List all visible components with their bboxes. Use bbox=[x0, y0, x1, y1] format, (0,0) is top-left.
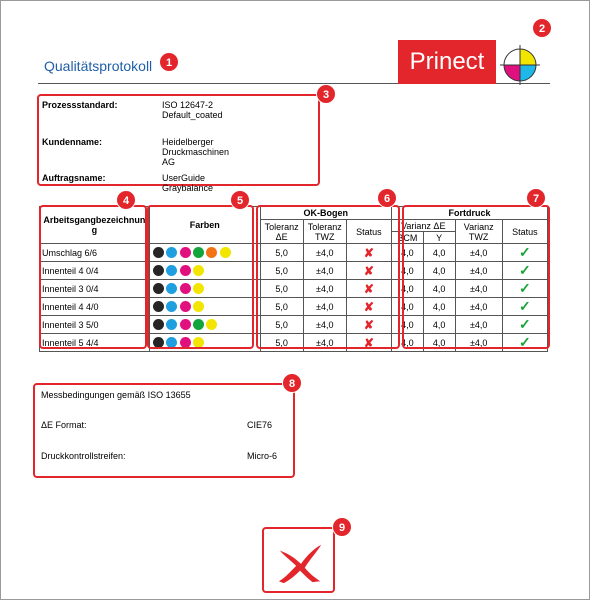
check-icon: ✓ bbox=[519, 244, 531, 260]
ok-tol-twz-cell: ±4,0 bbox=[303, 298, 346, 316]
ok-tol-twz-cell: ±4,0 bbox=[303, 262, 346, 280]
fd-y-cell: 4,0 bbox=[423, 298, 455, 316]
job-cell: Innenteil 4 4/0 bbox=[40, 298, 150, 316]
check-icon: ✓ bbox=[519, 262, 531, 278]
ok-tol-de-cell: 5,0 bbox=[260, 262, 303, 280]
ok-tol-de-cell: 5,0 bbox=[260, 334, 303, 352]
fd-var-twz-cell: ±4,0 bbox=[455, 334, 502, 352]
badge-2: 2 bbox=[532, 18, 552, 38]
de-format-value: CIE76 bbox=[247, 420, 273, 430]
check-icon: ✓ bbox=[519, 280, 531, 296]
fd-y-cell: 4,0 bbox=[423, 262, 455, 280]
fd-bcm-cell: 4,0 bbox=[391, 334, 423, 352]
job-cell: Umschlag 6/6 bbox=[40, 244, 150, 262]
ok-status-header: Status bbox=[346, 220, 391, 244]
customer-value: Heidelberger Druckmaschinen AG bbox=[162, 137, 230, 167]
fd-var-twz-header: Varianz TWZ bbox=[455, 220, 502, 244]
fd-var-twz-cell: ±4,0 bbox=[455, 298, 502, 316]
fd-var-twz-cell: ±4,0 bbox=[455, 280, 502, 298]
fd-bcm-cell: 4,0 bbox=[391, 298, 423, 316]
check-icon: ✓ bbox=[519, 334, 531, 350]
control-strip-label: Druckkontrollstreifen: bbox=[41, 451, 126, 461]
fortdruck-group-box bbox=[402, 205, 550, 349]
fd-var-twz-cell: ±4,0 bbox=[455, 244, 502, 262]
ok-group-box bbox=[256, 205, 400, 349]
ok-tol-de-cell: 5,0 bbox=[260, 298, 303, 316]
de-format-label: ΔE Format: bbox=[41, 420, 87, 430]
overall-fail-icon bbox=[276, 540, 324, 584]
fd-y-cell: 4,0 bbox=[423, 244, 455, 262]
fd-bcm-cell: 4,0 bbox=[391, 316, 423, 334]
fail-icon: ✘ bbox=[363, 335, 374, 350]
fail-icon: ✘ bbox=[363, 317, 374, 332]
fail-icon: ✘ bbox=[363, 299, 374, 314]
ok-tol-de-header: Toleranz ΔE bbox=[260, 220, 303, 244]
colors-column-label: Farben bbox=[189, 220, 220, 230]
job-value: UserGuide Graybalance bbox=[162, 173, 214, 193]
control-strip-value: Micro-6 bbox=[247, 451, 278, 461]
process-value: ISO 12647-2 Default_coated bbox=[162, 100, 223, 120]
fd-var-twz-cell: ±4,0 bbox=[455, 316, 502, 334]
badge-4: 4 bbox=[116, 190, 136, 210]
badge-8: 8 bbox=[282, 373, 302, 393]
badge-7: 7 bbox=[526, 188, 546, 208]
fd-bcm-cell: 4,0 bbox=[391, 244, 423, 262]
fd-var-de-header: Varianz ΔE bbox=[391, 220, 455, 232]
ok-tol-twz-cell: ±4,0 bbox=[303, 334, 346, 352]
process-label: Prozessstandard: bbox=[42, 100, 118, 110]
ok-tol-twz-cell: ±4,0 bbox=[303, 316, 346, 334]
fd-y-cell: 4,0 bbox=[423, 316, 455, 334]
ok-tol-twz-cell: ±4,0 bbox=[303, 280, 346, 298]
fail-icon: ✘ bbox=[363, 245, 374, 260]
job-label: Auftragsname: bbox=[42, 173, 106, 183]
badge-9: 9 bbox=[332, 517, 352, 537]
ok-tol-de-cell: 5,0 bbox=[260, 316, 303, 334]
registration-mark-icon bbox=[500, 45, 540, 85]
ok-group-header: OK-Bogen bbox=[260, 207, 391, 220]
prinect-logo: Prinect bbox=[398, 40, 496, 84]
fd-bcm-cell: 4,0 bbox=[391, 280, 423, 298]
fd-status-header: Status bbox=[502, 220, 547, 244]
fail-icon: ✘ bbox=[363, 263, 374, 278]
fd-var-twz-cell: ±4,0 bbox=[455, 262, 502, 280]
check-icon: ✓ bbox=[519, 316, 531, 332]
check-icon: ✓ bbox=[519, 298, 531, 314]
job-column-box bbox=[39, 205, 147, 349]
fd-y-cell: 4,0 bbox=[423, 334, 455, 352]
page-title: Qualitätsprotokoll bbox=[44, 58, 153, 74]
job-column-label: Arbeitsgangbezeichnung bbox=[43, 215, 146, 235]
badge-6: 6 bbox=[377, 188, 397, 208]
fd-y-cell: 4,0 bbox=[423, 280, 455, 298]
badge-3: 3 bbox=[316, 84, 336, 104]
fail-icon: ✘ bbox=[363, 281, 374, 296]
job-cell: Innenteil 5 4/4 bbox=[40, 334, 150, 352]
fd-bcm-cell: 4,0 bbox=[391, 262, 423, 280]
ok-tol-de-cell: 5,0 bbox=[260, 244, 303, 262]
fortdruck-group-header: Fortdruck bbox=[391, 207, 547, 220]
customer-label: Kundenname: bbox=[42, 137, 103, 147]
badge-1: 1 bbox=[159, 52, 179, 72]
badge-5: 5 bbox=[230, 190, 250, 210]
colors-column-box bbox=[147, 205, 254, 349]
fd-bcm-header: BCM bbox=[391, 232, 423, 244]
ok-tol-twz-cell: ±4,0 bbox=[303, 244, 346, 262]
fd-y-header: Y bbox=[423, 232, 455, 244]
ok-tol-twz-header: Toleranz TWZ bbox=[303, 220, 346, 244]
ok-tol-de-cell: 5,0 bbox=[260, 280, 303, 298]
job-cell: Innenteil 3 5/0 bbox=[40, 316, 150, 334]
job-cell: Innenteil 4 0/4 bbox=[40, 262, 150, 280]
measurement-heading: Messbedingungen gemäß ISO 13655 bbox=[41, 390, 191, 400]
job-cell: Innenteil 3 0/4 bbox=[40, 280, 150, 298]
